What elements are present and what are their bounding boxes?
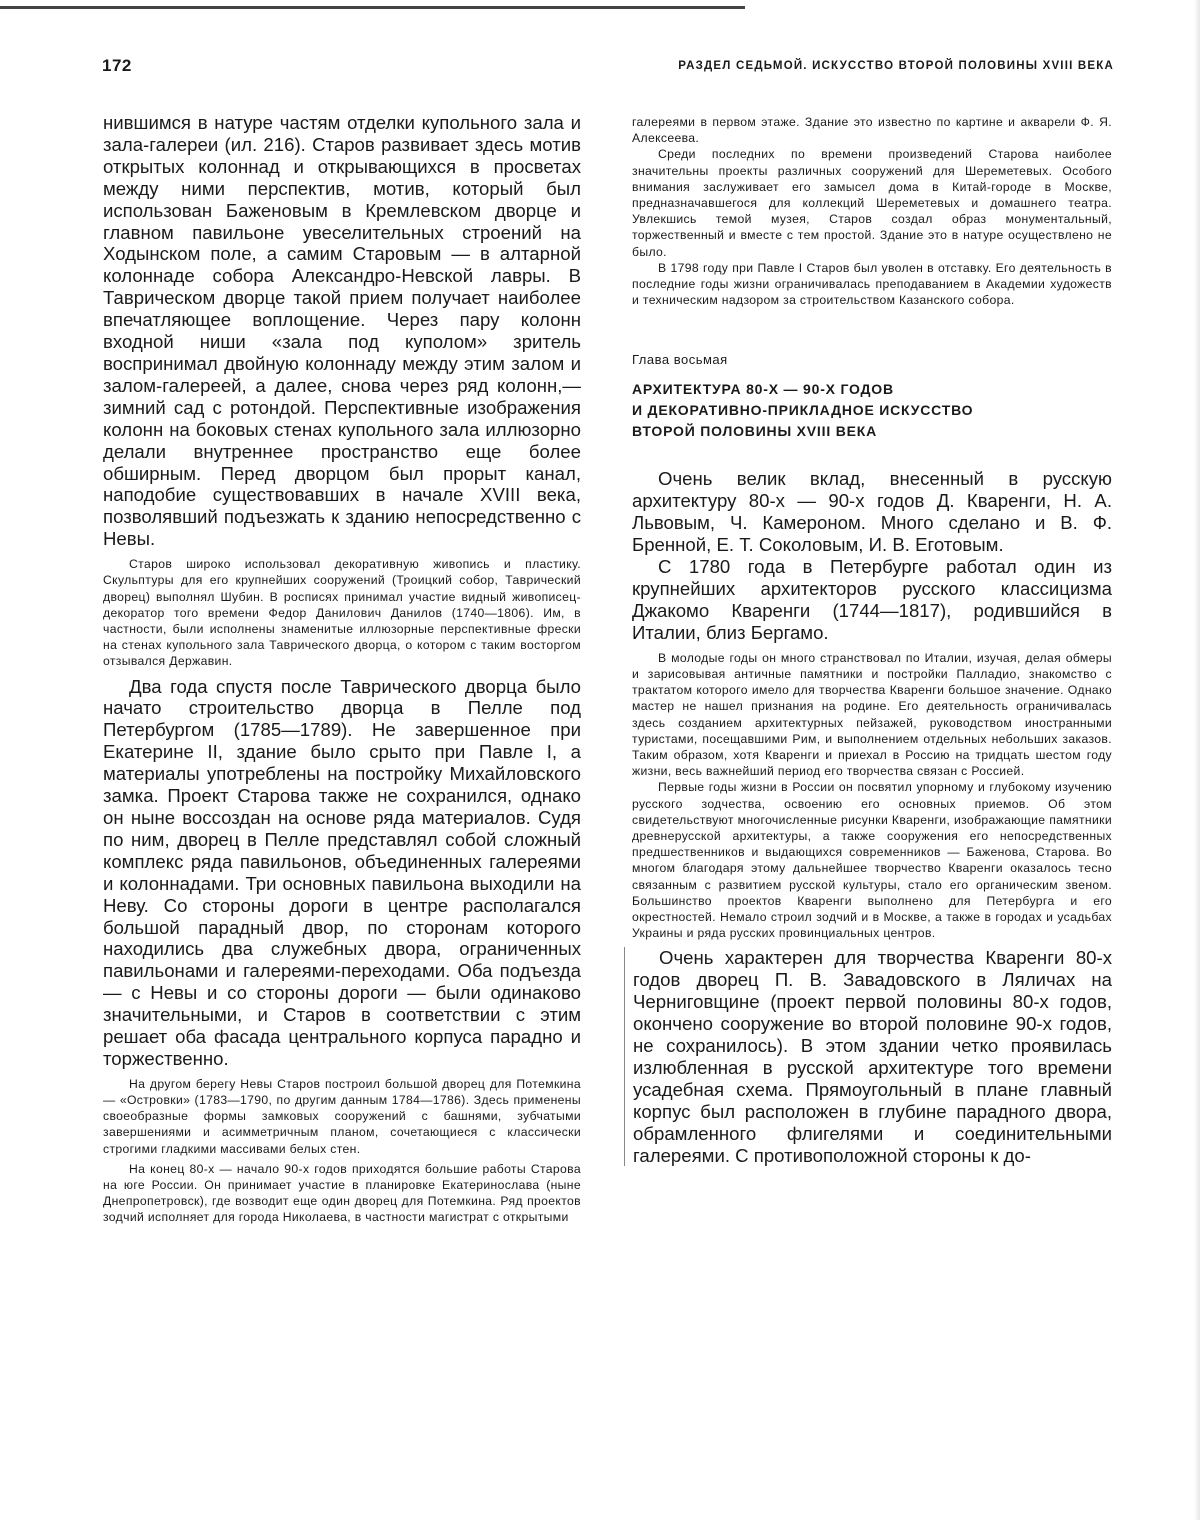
chapter-title-line-1: АРХИТЕКТУРА 80-Х — 90-Х ГОДОВ <box>632 381 894 398</box>
chapter-title-line-3: ВТОРОЙ ПОЛОВИНЫ XVIII ВЕКА <box>632 423 877 440</box>
left-paragraph-5: На конец 80-х — начало 90-х годов приходятся большие работы Старова на юге России. Он принимает участие в планировке Екатеринослава (ныне Днепропетровск), где возводит еще один дворец для Потемкина. Ряд проектов зодчий исполняет для города Николаева, в частности магистрат с открытыми <box>103 1161 581 1225</box>
right-paragraph-5: С 1780 года в Петербурге работал один из крупнейших архитекторов русского классицизма Джакомо Кваренги (1744—1817), родившийся в Италии, близ Бергамо. <box>632 556 1112 643</box>
page-number: 172 <box>102 56 132 75</box>
left-paragraph-4: На другом берегу Невы Старов построил большой дворец для Потемкина — «Островки» (1783—1790, по другим данным 1784—1786). Здесь применены своеобразные формы замковых сооружений с башнями, зубчатыми завершениями и асимметричным планом, сочетающиеся с классически строгими гладкими массивами белых стен. <box>103 1076 581 1156</box>
left-paragraph-1: нившимся в натуре частям отделки купольного зала и зала-галереи (ил. 216). Старов развивает здесь мотив открытых колоннад и открывающихся в просветах между ними перспектив, мотив, который был использован Баженовым в Кремлевском дворце и главном павильоне увеселительных строений на Ходынском поле, а самим Старовым — в алтарной колоннаде собора Александро-Невской лавры. В Таврическом дворце такой прием получает наиболее впечатляющее воплощение. Через пару колонн входной ниши «зала под куполом» зритель воспринимал двойную колоннаду между этим залом и залом-галереей, а далее, снова через ряд колонн,— зимний сад с ротондой. Перспективные изображения колонн на боковых стенах купольного зала иллюзорно делали внутреннее пространство еще более обширным. Перед дворцом был прорыт канал, наподобие существовавших в начале XVIII века, позволявший подъезжать к зданию непосредственно с Невы. <box>103 112 581 550</box>
left-paragraph-3: Два года спустя после Таврического дворца было начато строительство дворца в Пелле под Петербургом (1785—1789). Не завершенное при Екатерине II, здание было срыто при Павле I, а материалы употреблены на постройку Михайловского замка. Проект Старова также не сохранился, однако он ныне воссоздан на основе ряда материалов. Судя по ним, дворец в Пелле представлял собой сложный комплекс ряда павильонов, объединенных галереями и колоннадами. Три основных павильона выходили на Неву. Со стороны дороги в центре располагался большой парадный двор, по сторонам которого находились два служебных двора, ограниченных павильонами и галереями-переходами. Оба подъезда — с Невы и со стороны дороги — были одинаково значительными, и Старов в соответствии с этим решает оба фасада центрального корпуса парадно и торжественно. <box>103 675 581 1069</box>
chapter-title <box>632 379 1112 442</box>
right-paragraph-7: Первые годы жизни в России он посвятил упорному и глубокому изучению русского зодчества, освоению его основных приемов. Об этом свидетельствуют многочисленные рисунки Кваренги, изображающие памятники древнерусской архитектуры, а также сооружения его непосредственных предшественников и выдающихся современников — Баженова, Старова. Во многом благодаря этому дальнейшее творчество Кваренги оказалось тесно связанным с развитием русской культуры, стало его органическим звеном. Большинство проектов Кваренги выполнено для Петербурга и его окрестностей. Немало строил зодчий и в Москве, а также в городах и усадьбах Украины и ряда русских провинциальных центров. <box>632 780 1112 941</box>
chapter-title-line-2: И ДЕКОРАТИВНО-ПРИКЛАДНОЕ ИСКУССТВО <box>632 402 974 419</box>
right-paragraph-2: Среди последних по времени произведений Старова наиболее значительны проекты различных сооружений для Шереметевых. Особого внимания заслуживает его замысел дома в Китай-городе в Москве, предназначавшегося для коллекций Шереметевых и домашнего театра. Увлекшись темой музея, Старов создал образ монументальный, торжественный и вместе с тем простой. Здание это в натуре осуществлено не было. <box>632 147 1112 259</box>
right-paragraph-8: Очень характерен для творчества Кваренги 80-х годов дворец П. В. Завадовского в Ляличах на Черниговщине (проект первой половины 80-х годов, окончено сооружение во второй половине 90-х годов, не сохранилось). В этом здании четко проявилась излюбленная в русской архитектуре того времени усадебная схема. Прямоугольный в плане главный корпус был расположен в глубине парадного двора, обрамленного флигелями и соединительными галереями. С противоположной стороны к до- <box>633 947 1112 1166</box>
scan-top-rule <box>0 6 745 9</box>
right-paragraph-1: галереями в первом этаже. Здание это известно по картине и акварели Ф. Я. Алексеева. <box>632 115 1112 146</box>
scan-edge-shadow <box>1194 0 1200 1520</box>
right-paragraph-6: В молодые годы он много странствовал по Италии, изучая, делая обмеры и зарисовывая античные памятники и постройки Палладио, знакомство с трактатом которого имело для творчества Кваренги большое значение. Однако мастер не нашел признания на родине. Его деятельность ограничивалась здесь созданием архитектурных пейзажей, руководством иностранными туристами, посещавшими Рим, и выполнением отдельных небольших заказов. Таким образом, хотя Кваренги и приехал в Россию на тридцать шестом году жизни, весь важнейший период его творчества связан с Россией. <box>632 650 1112 779</box>
right-paragraph-4: Очень велик вклад, внесенный в русскую архитектуру 80-х — 90-х годов Д. Кваренги, Н. А. Львовым, Ч. Камероном. Много сделано и В. Ф. Бренной, Е. Т. Соколовым, И. В. Еготовым. <box>632 468 1112 556</box>
marked-passage <box>624 947 1112 1166</box>
left-column <box>103 112 581 1226</box>
left-paragraph-2: Старов широко использовал декоративную живопись и пластику. Скульптуры для его крупнейших сооружений (Троицкий собор, Таврический дворец) выполнял Шубин. В росписях принимал участие видный живописец-декоратор того времени Федор Данилович Данилов (1740—1806). Им, в частности, были исполнены знаменитые иллюзорные перспективные фрески на стенах купольного зала Таврического дворца, о котором с таким восторгом отзывался Державин. <box>103 557 581 669</box>
right-paragraph-3: В 1798 году при Павле I Старов был уволен в отставку. Его деятельность в последние годы жизни ограничивалась преподаванием в Академии художеств и техническим надзором за строительством Казанского собора. <box>632 260 1112 308</box>
chapter-label: Глава восьмая <box>632 352 728 368</box>
right-column <box>632 114 1112 1166</box>
running-head: РАЗДЕЛ СЕДЬМОЙ. ИСКУССТВО ВТОРОЙ ПОЛОВИНЫ XVIII ВЕКА <box>678 60 1114 72</box>
